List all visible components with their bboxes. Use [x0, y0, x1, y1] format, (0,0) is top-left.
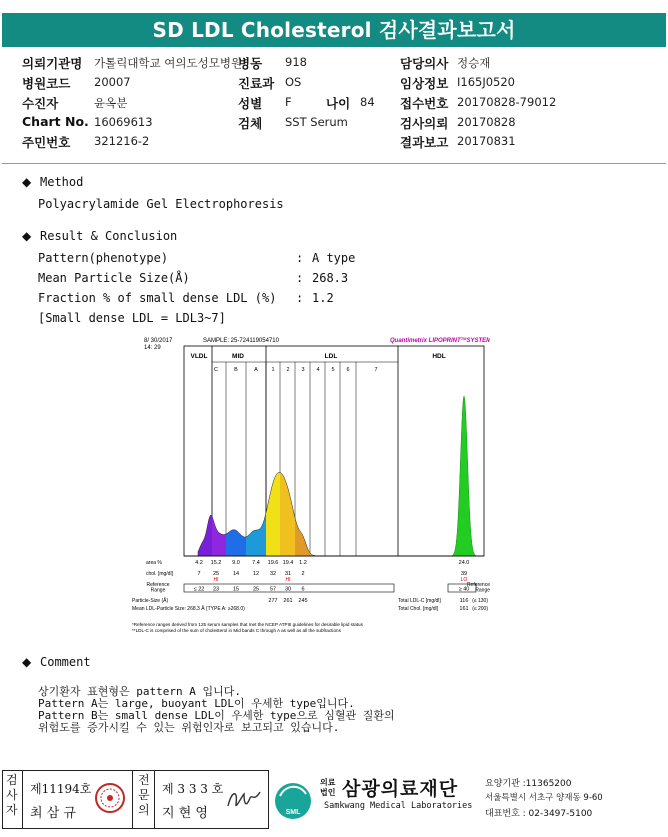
- reviewer-no: 제 3 3 3 호: [162, 782, 224, 796]
- institution-label: 의뢰기관명: [22, 56, 83, 71]
- department-label: 진료과: [238, 76, 275, 91]
- specimen-value: SST Serum: [285, 115, 348, 129]
- subband-label-c: C: [214, 367, 218, 373]
- receipt-no-value: 20170828-79012: [457, 95, 557, 109]
- subband-label-4: 4: [316, 367, 320, 373]
- clinical-info-value: I165J0520: [457, 75, 515, 89]
- institution-value: 가톨릭대학교 여의도성모병원: [94, 56, 243, 70]
- physician-value: 정승재: [457, 56, 491, 70]
- comment-bullet-icon: ◆: [22, 655, 32, 669]
- ref-value: ≥ 40: [458, 586, 470, 593]
- resident-no-value: 321216-2: [94, 134, 150, 148]
- pattern-sep: :: [296, 251, 304, 265]
- plot-frame: [184, 346, 484, 556]
- chol-flag: HI: [213, 577, 219, 583]
- lipoprint-chart: [128, 334, 490, 636]
- hospital-code-value: 20007: [94, 75, 131, 89]
- chol-value: 39: [460, 571, 468, 577]
- org-en: Samkwang Medical Laboratories: [324, 801, 473, 811]
- subband-label-a: A: [254, 367, 258, 373]
- area-row-label: area %: [146, 560, 162, 566]
- tester-name: 최 삼 규: [30, 806, 76, 821]
- chol-flag: HI: [285, 577, 291, 583]
- ref-value: 23: [212, 586, 220, 593]
- ref-value: ≤ 22: [193, 586, 205, 593]
- result-bullet-icon: ◆: [22, 229, 32, 243]
- report-footer: [2, 770, 666, 830]
- data-table: [132, 560, 490, 612]
- hdl-peak: [450, 396, 478, 556]
- curve-segment-3: [246, 513, 266, 556]
- specimen-label: 검체: [238, 116, 263, 131]
- tester-label: 검사자: [6, 773, 18, 817]
- comment-heading: Comment: [40, 655, 91, 669]
- mean-size-sep: :: [296, 271, 304, 285]
- tester-no: 제11194호: [30, 782, 92, 796]
- org-prefix: 의료 법인: [320, 778, 336, 797]
- chart-sample: SAMPLE: 25-724119054710: [203, 338, 279, 344]
- result-report-label: 결과보고: [400, 135, 449, 150]
- svg-text:SML: SML: [285, 809, 301, 816]
- comment-line-3: Pattern B는 small dense LDL이 우세한 type으로 심혈관 질환의: [38, 709, 395, 722]
- receipt-no-label: 접수번호: [400, 96, 449, 111]
- area-value: 19.6: [267, 560, 279, 566]
- lipoprint-svg: [128, 334, 490, 636]
- ref-right-label: Reference Range: [466, 582, 490, 594]
- sex-value: F: [285, 95, 292, 109]
- ref-value: 30: [284, 586, 292, 593]
- age-label: 나이: [326, 96, 351, 111]
- department-value: OS: [285, 75, 302, 89]
- ref-value: 15: [232, 586, 240, 593]
- footnote-2: **LDL-C is comprised of the sum of cholesterol in Mid bands C through A as well as all the subfractions: [132, 628, 341, 633]
- resident-no-label: 주민번호: [22, 135, 71, 150]
- ref-value: 57: [269, 586, 277, 593]
- subband-label-b: B: [234, 367, 238, 373]
- hospital-code-label: 병원코드: [22, 76, 71, 91]
- subband-label-1: 1: [271, 367, 275, 373]
- age-value: 84: [360, 95, 375, 109]
- band-label-vldl: VLDL: [190, 353, 208, 360]
- ref-row-label: Reference Range: [146, 582, 170, 594]
- chart-system-title: Quantimetrix LIPOPRINT™SYSTEM: [390, 336, 490, 344]
- ref-value: 25: [252, 586, 260, 593]
- chart-no-label: Chart No.: [22, 114, 89, 129]
- chol-flag: LO: [460, 577, 468, 583]
- org-phone: 대표번호 : 02-3497-5100: [485, 809, 593, 819]
- curve-segment-4: [266, 472, 280, 556]
- sex-label: 성별: [238, 96, 263, 111]
- chart-time: 14: 29: [144, 345, 161, 351]
- ward-value: 918: [285, 55, 307, 69]
- sml-logo-icon: [272, 774, 316, 824]
- area-value: 7.4: [252, 560, 260, 566]
- result-heading: Result & Conclusion: [40, 229, 178, 243]
- area-value: 9.0: [232, 560, 240, 566]
- area-value: 4.2: [195, 560, 203, 566]
- header-divider: [2, 163, 666, 164]
- sdldl-note: [Small dense LDL = LDL3~7]: [38, 311, 226, 325]
- clinical-info-label: 임상정보: [400, 76, 449, 91]
- org-address: 서울특별시 서초구 양재동 9-60: [485, 793, 603, 803]
- method-heading: Method: [40, 175, 84, 189]
- chol-value: 31: [284, 571, 292, 577]
- chol-value: 14: [232, 571, 240, 577]
- ward-label: 병동: [238, 56, 263, 71]
- comment-line-4: 위험도를 증가시킬 수 있는 위험인자로 보고되고 있습니다.: [38, 721, 340, 734]
- mean-size-label: Mean Particle Size(Å): [38, 271, 190, 285]
- band-labels: [191, 353, 446, 373]
- mean-size-text: Mean LDL-Particle Size: 268.3 Å (TYPE A: ≥268.0): [132, 606, 245, 612]
- area-value: 24.0: [458, 560, 470, 566]
- curve-layer: [184, 396, 484, 556]
- size-value: 261: [283, 598, 293, 604]
- subband-label-5: 5: [331, 367, 335, 373]
- chol-value: 32: [269, 571, 277, 577]
- band-label-hdl: HDL: [432, 353, 446, 360]
- subband-label-6: 6: [346, 367, 350, 373]
- chol-value: 7: [197, 571, 201, 577]
- mean-size-value: 268.3: [312, 271, 349, 285]
- method-text: Polyacrylamide Gel Electrophoresis: [38, 197, 284, 211]
- reviewer-name: 지 현 영: [162, 806, 208, 821]
- total-chol-label: Total Chol. [mg/dl]: [398, 606, 439, 612]
- subband-label-2: 2: [286, 367, 290, 373]
- total-ldl-label: Total LDL-C [mg/dl]: [398, 598, 441, 604]
- comment-line-2: Pattern A는 large, buoyant LDL이 우세한 type입니다.: [38, 697, 355, 710]
- reviewer-label: 전문의: [138, 773, 150, 817]
- chol-value: 2: [301, 571, 305, 577]
- patient-value: 윤옥분: [94, 96, 128, 110]
- chart-date: 8/ 30/2017: [144, 338, 173, 344]
- patient-label: 수진자: [22, 96, 59, 111]
- official-seal-icon: [94, 782, 126, 814]
- total-chol-ref: (≤ 200): [472, 606, 488, 612]
- subband-label-3: 3: [301, 367, 305, 373]
- size-row-label: Particle-Size (Å): [132, 598, 169, 604]
- chart-no-value: 16069613: [94, 115, 153, 129]
- curve-segment-5: [280, 472, 295, 556]
- band-label-ldl: LDL: [324, 353, 338, 360]
- total-ldl-ref: (≤ 130): [472, 598, 488, 604]
- signature-icon: [224, 786, 264, 814]
- comment-line-1: 상기환자 표현형은 pattern A 입니다.: [38, 685, 241, 698]
- band-dividers: [212, 346, 398, 556]
- curve-segment-2: [226, 530, 246, 556]
- total-ldl-value: 116: [459, 598, 469, 604]
- band-label-mid: MID: [232, 353, 244, 360]
- report-title: SD LDL Cholesterol 검사결과보고서: [2, 13, 666, 47]
- org-name: 삼광의료재단: [342, 778, 459, 800]
- ref-value: 6: [301, 586, 305, 593]
- chol-row-label: chol. [mg/dl]: [146, 571, 173, 577]
- result-report-value: 20170831: [457, 134, 516, 148]
- chol-value: 25: [212, 571, 220, 577]
- method-bullet-icon: ◆: [22, 175, 32, 189]
- pattern-value: A type: [312, 251, 356, 265]
- chol-value: 12: [252, 571, 260, 577]
- size-value: 277: [268, 598, 278, 604]
- area-value: 1.2: [299, 560, 307, 566]
- test-request-value: 20170828: [457, 115, 516, 129]
- total-chol-value: 161: [459, 606, 469, 612]
- pattern-label: Pattern(phenotype): [38, 251, 169, 265]
- area-value: 15.2: [210, 560, 222, 566]
- test-request-label: 검사의뢰: [400, 116, 449, 131]
- size-value: 245: [298, 598, 308, 604]
- physician-label: 담당의사: [400, 56, 449, 71]
- footnote-1: *Reference ranges derived from 125 serum samples that met the NCEP ATPIII guidelines for desirable lipid status: [132, 622, 363, 627]
- fraction-value: 1.2: [312, 291, 334, 305]
- org-code: 요양기관 :11365200: [485, 779, 572, 789]
- fraction-sep: :: [296, 291, 304, 305]
- fraction-label: Fraction % of small dense LDL (%): [38, 291, 277, 305]
- area-value: 19.4: [282, 560, 294, 566]
- subband-label-7: 7: [374, 367, 378, 373]
